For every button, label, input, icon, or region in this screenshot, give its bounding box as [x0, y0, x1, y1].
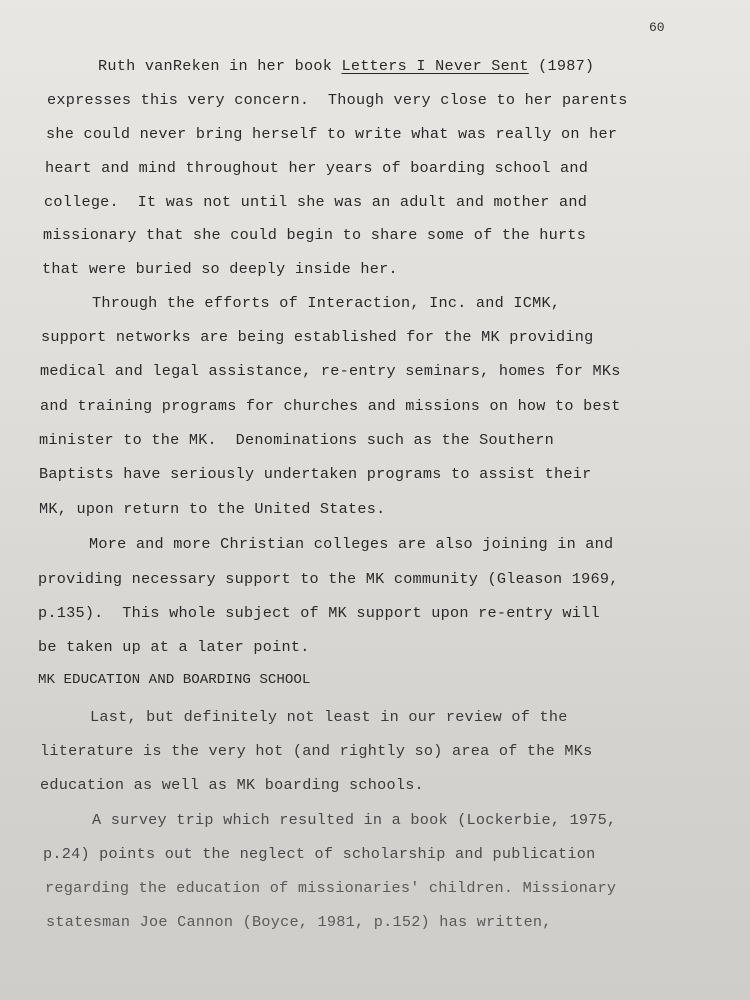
paragraph-1-line-1-pre: Ruth vanReken in her book [98, 57, 342, 75]
paragraph-2-line-6: Baptists have seriously undertaken programs to assist their [39, 465, 592, 483]
paragraph-2-line-1: Through the efforts of Interaction, Inc. and ICMK, [92, 294, 561, 312]
paragraph-5-line-2: p.24) points out the neglect of scholarship and publication [43, 845, 596, 863]
paragraph-1-line-5: college. It was not until she was an adult and mother and [44, 193, 588, 211]
paragraph-1-line-6: missionary that she could begin to share some of the hurts [43, 226, 587, 244]
paragraph-5-line-4: statesman Joe Cannon (Boyce, 1981, p.152) has written, [46, 913, 552, 931]
paragraph-4-line-2: literature is the very hot (and rightly so) area of the MKs [40, 742, 593, 760]
paragraph-4-line-1: Last, but definitely not least in our review of the [90, 708, 568, 726]
paragraph-1-line-2: expresses this very concern. Though very close to her parents [47, 91, 628, 109]
paragraph-1-line-3: she could never bring herself to write what was really on her [46, 125, 618, 143]
paragraph-2-line-5: minister to the MK. Denominations such as the Southern [39, 431, 555, 449]
paragraph-3-line-2: providing necessary support to the MK community (Gleason 1969, [38, 570, 619, 588]
paragraph-1-line-1 [98, 57, 594, 75]
paragraph-1-line-1-post: (1987) [528, 57, 595, 75]
page-number: 60 [649, 20, 665, 35]
paragraph-3-line-3: p.135). This whole subject of MK support upon re-entry will [38, 604, 600, 622]
paragraph-3-line-4: be taken up at a later point. [38, 638, 310, 656]
paragraph-1-line-7: that were buried so deeply inside her. [42, 260, 398, 278]
paragraph-2-line-3: medical and legal assistance, re-entry seminars, homes for MKs [40, 362, 621, 380]
paragraph-5-line-1: A survey trip which resulted in a book (Lockerbie, 1975, [92, 811, 617, 829]
section-heading: MK EDUCATION AND BOARDING SCHOOL [38, 672, 311, 688]
book-title: Letters I Never Sent [341, 57, 529, 75]
paragraph-4-line-3: education as well as MK boarding schools. [40, 776, 424, 794]
paragraph-2-line-7: MK, upon return to the United States. [39, 500, 386, 518]
paragraph-5-line-3: regarding the education of missionaries' children. Missionary [45, 879, 617, 897]
paragraph-2-line-2: support networks are being established for the MK providing [41, 328, 594, 346]
paragraph-1-line-4: heart and mind throughout her years of boarding school and [45, 159, 589, 177]
paragraph-2-line-4: and training programs for churches and missions on how to best [40, 397, 621, 415]
paragraph-3-line-1: More and more Christian colleges are also joining in and [89, 535, 614, 553]
